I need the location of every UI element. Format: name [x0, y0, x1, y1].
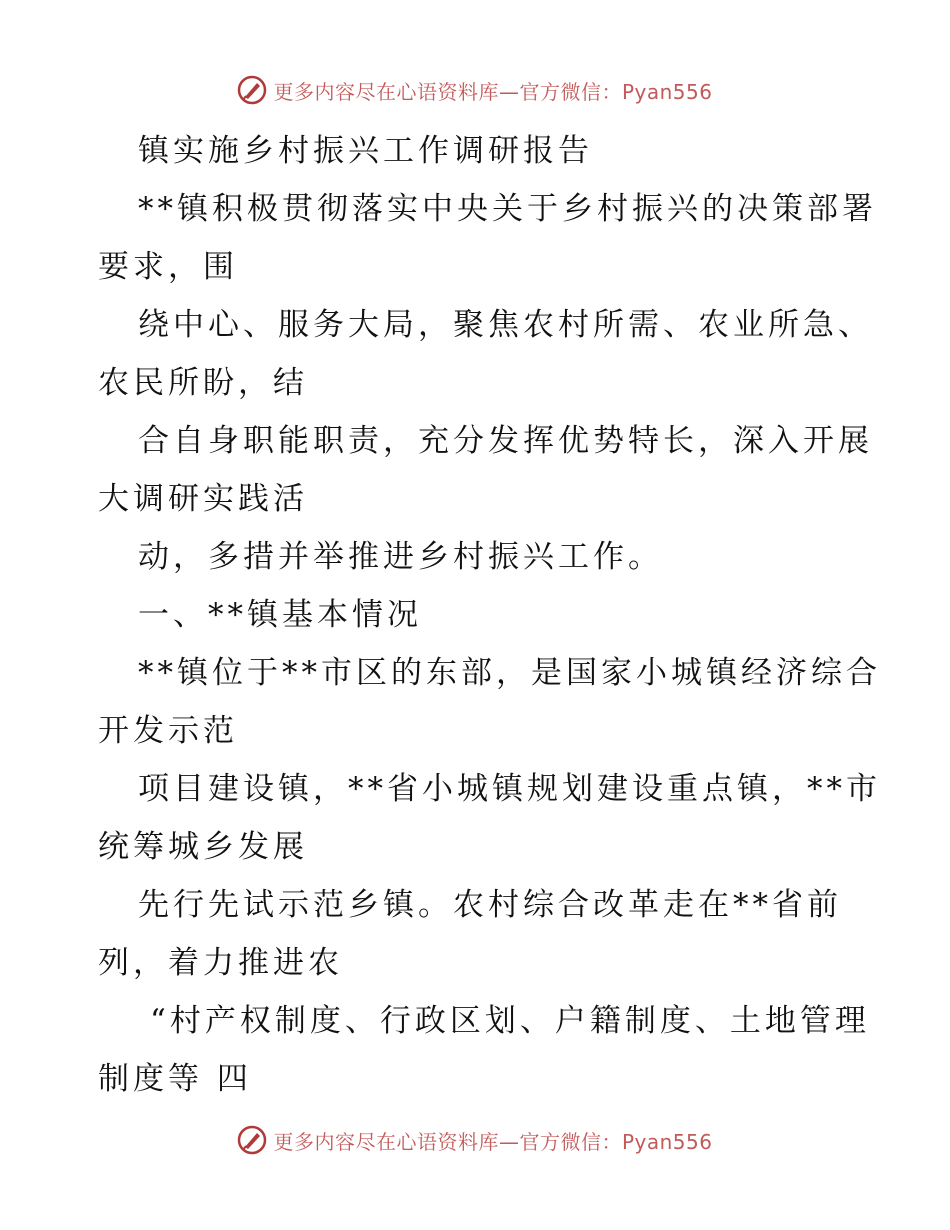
paragraph-line: 列，着力推进农 — [98, 945, 343, 981]
paragraph-line: 大调研实践活 — [98, 481, 308, 517]
quill-pen-logo-icon — [237, 75, 267, 105]
paragraph-line: 要求，围 — [98, 249, 238, 285]
paragraph-line: **镇位于**市区的东部，是国家小城镇经济综合 — [138, 655, 881, 691]
paragraph-line: 统筹城乡发展 — [98, 829, 308, 865]
header-banner — [0, 70, 950, 110]
document-body — [98, 122, 881, 1108]
paragraph-line: “村产权制度、行政区划、户籍制度、土地管理 — [150, 1003, 870, 1039]
paragraph-line: 项目建设镇，**省小城镇规划建设重点镇，**市 — [138, 771, 881, 807]
paragraph-line: 绕中心、服务大局，聚焦农村所需、农业所急、 — [138, 307, 873, 343]
paragraph-line: 动，多措并举推进乡村振兴工作。 — [138, 539, 663, 575]
document-title: 镇实施乡村振兴工作调研报告 — [138, 133, 593, 169]
paragraph-line: 合自身职能职责，充分发挥优势特长，深入开展 — [138, 423, 873, 459]
paragraph-line: 先行先试示范乡镇。农村综合改革走在**省前 — [138, 887, 842, 923]
paragraph-line: 制度等 四 — [98, 1061, 252, 1097]
header-banner-text: 更多内容尽在心语资料库—官方微信：Pyan556 — [273, 79, 713, 104]
footer-banner-text: 更多内容尽在心语资料库—官方微信：Pyan556 — [273, 1129, 713, 1154]
section-heading: 一、**镇基本情况 — [138, 597, 422, 633]
quill-pen-logo-icon — [237, 1125, 267, 1155]
paragraph-line: 开发示范 — [98, 713, 238, 749]
paragraph-line: **镇积极贯彻落实中央关于乡村振兴的决策部署 — [138, 191, 877, 227]
paragraph-line: 农民所盼，结 — [98, 365, 308, 401]
footer-banner — [0, 1120, 950, 1160]
